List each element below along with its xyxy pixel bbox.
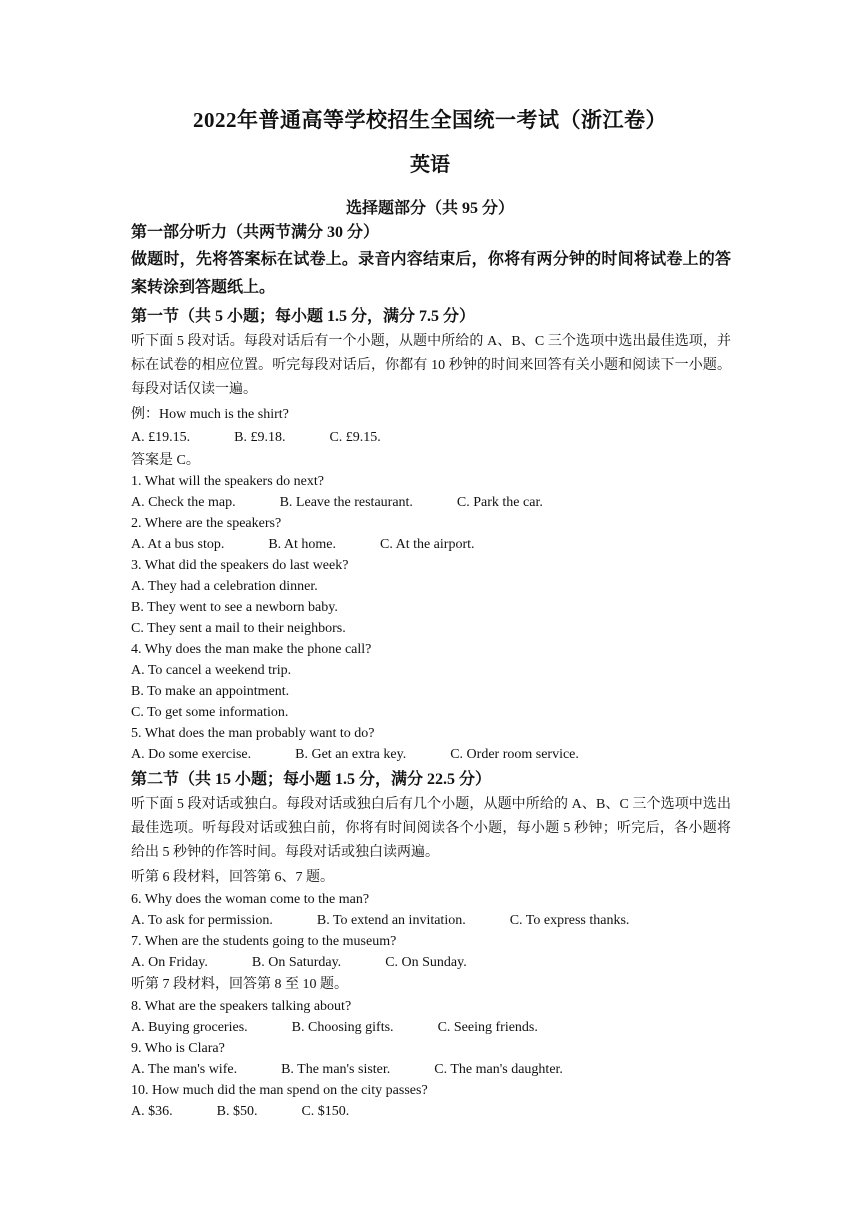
- question-9-options: [131, 1059, 731, 1080]
- question-7-options: [131, 952, 731, 973]
- question-3-option-a: A. They had a celebration dinner.: [131, 579, 318, 594]
- exam-title: 2022年普通高等学校招生全国统一考试（浙江卷）: [193, 108, 667, 132]
- option-a: A. Buying groceries.: [131, 1020, 248, 1035]
- question-3-option-c: C. They sent a mail to their neighbors.: [131, 621, 346, 636]
- option-a: A. The man's wife.: [131, 1062, 238, 1077]
- question-3-option-b: B. They went to see a newborn baby.: [131, 600, 338, 615]
- option-c: C. At the airport.: [380, 537, 475, 552]
- subject-title: 英语: [410, 154, 450, 176]
- question-2: 2. Where are the speakers?: [131, 516, 282, 531]
- example-options: [131, 427, 731, 448]
- section-heading: 第一部分听力（共两节满分 30 分）: [131, 224, 380, 241]
- option-c: C. On Sunday.: [385, 955, 467, 970]
- question-5-options: [131, 744, 731, 765]
- example-answer: 答案是 C。: [131, 453, 200, 468]
- question-10: 10. How much did the man spend on the city passes?: [131, 1083, 428, 1098]
- question-1-options: [131, 492, 731, 513]
- option-a: A. To ask for permission.: [131, 913, 273, 928]
- option-b: B. $50.: [216, 1104, 258, 1119]
- option-b: B. The man's sister.: [281, 1062, 391, 1077]
- material-6-intro: 听第 6 段材料，回答第 6、7 题。: [131, 870, 334, 885]
- part1-instructions: 听下面 5 段对话。每段对话后有一个小题，从题中所给的 A、B、C 三个选项中选出最佳选项，并标在试卷的相应位置。听完每段对话后，你都有 10 秒钟的时间来回答有关小题和阅读下一小题。每段对话仅读一遍。: [131, 334, 731, 397]
- example-question: 例：How much is the shirt?: [131, 407, 289, 422]
- question-1: 1. What will the speakers do next?: [131, 474, 324, 489]
- option-b: B. At home.: [268, 537, 337, 552]
- question-2-options: [131, 534, 731, 555]
- part2-instructions: 听下面 5 段对话或独白。每段对话或独白后有几个小题，从题中所给的 A、B、C 三个选项中选出最佳选项。听每段对话或独白前，你将有时间阅读各个小题，每小题 5 秒钟；听完后，各小题将给出 5 秒钟的作答时间。每段对话或独白读两遍。: [131, 797, 731, 860]
- question-4: 4. Why does the man make the phone call?: [131, 642, 372, 657]
- option-b: B. Choosing gifts.: [291, 1020, 394, 1035]
- part-title: 选择题部分（共 95 分）: [345, 200, 514, 217]
- option-c: C. $150.: [301, 1104, 350, 1119]
- question-6-options: [131, 910, 731, 931]
- question-8-options: [131, 1017, 731, 1038]
- option-a: A. £19.15.: [131, 430, 191, 445]
- part2-heading: 第二节（共 15 小题；每小题 1.5 分，满分 22.5 分）: [131, 771, 492, 788]
- option-b: B. Leave the restaurant.: [279, 495, 413, 510]
- question-9: 9. Who is Clara?: [131, 1041, 225, 1056]
- question-7: 7. When are the students going to the museum?: [131, 934, 397, 949]
- option-b: B. £9.18.: [234, 430, 286, 445]
- option-a: A. On Friday.: [131, 955, 208, 970]
- option-b: B. On Saturday.: [251, 955, 342, 970]
- option-a: A. $36.: [131, 1104, 173, 1119]
- question-6: 6. Why does the woman come to the man?: [131, 892, 370, 907]
- question-5: 5. What does the man probably want to do?: [131, 726, 375, 741]
- material-7-intro: 听第 7 段材料，回答第 8 至 10 题。: [131, 977, 348, 992]
- question-10-options: [131, 1101, 731, 1122]
- option-c: C. Park the car.: [456, 495, 543, 510]
- exam-content: [131, 219, 731, 1122]
- option-c: C. Seeing friends.: [437, 1020, 538, 1035]
- option-b: B. To extend an invitation.: [316, 913, 466, 928]
- option-a: A. Check the map.: [131, 495, 236, 510]
- question-8: 8. What are the speakers talking about?: [131, 999, 352, 1014]
- question-4-option-b: B. To make an appointment.: [131, 684, 290, 699]
- option-a: A. At a bus stop.: [131, 537, 225, 552]
- option-a: A. Do some exercise.: [131, 747, 252, 762]
- question-4-option-a: A. To cancel a weekend trip.: [131, 663, 292, 678]
- part1-heading: 第一节（共 5 小题；每小题 1.5 分，满分 7.5 分）: [131, 308, 476, 325]
- option-c: C. £9.15.: [329, 430, 381, 445]
- option-b: B. Get an extra key.: [295, 747, 407, 762]
- section-note: 做题时，先将答案标在试卷上。录音内容结束后，你将有两分钟的时间将试卷上的答案转涂到答题纸上。: [131, 251, 731, 296]
- option-c: C. The man's daughter.: [434, 1062, 563, 1077]
- question-4-option-c: C. To get some information.: [131, 705, 289, 720]
- option-c: C. Order room service.: [450, 747, 579, 762]
- option-c: C. To express thanks.: [509, 913, 630, 928]
- question-3: 3. What did the speakers do last week?: [131, 558, 349, 573]
